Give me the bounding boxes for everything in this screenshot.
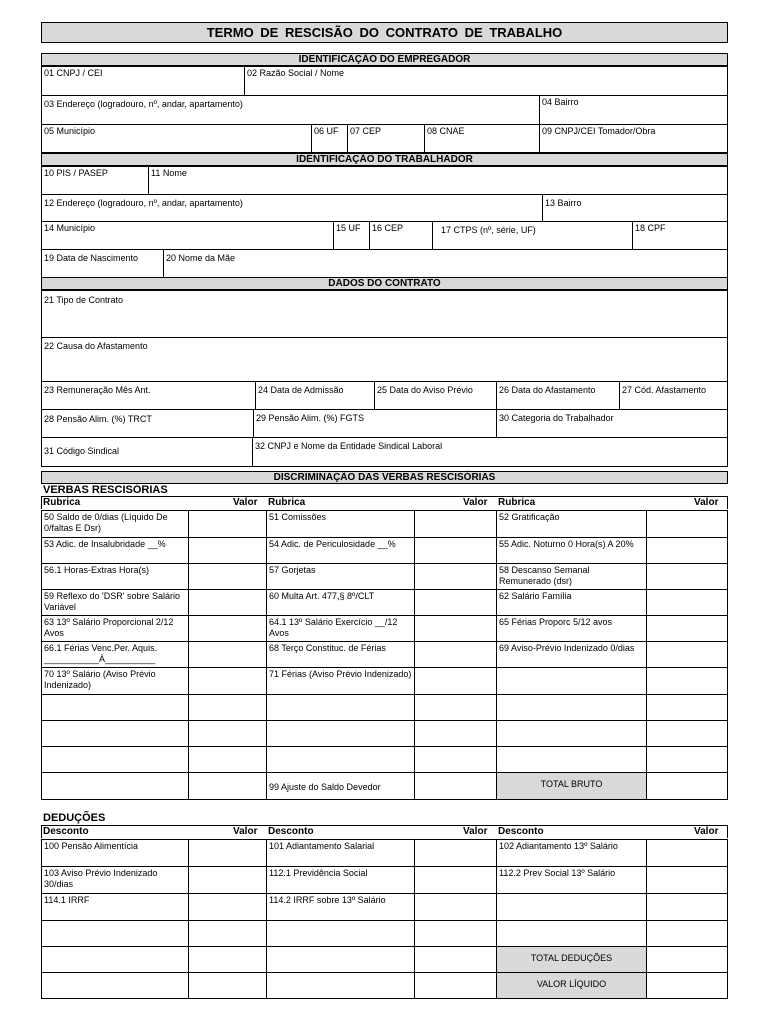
verba-rubrica: 51 Comissões	[266, 510, 415, 538]
deducao-valor-input[interactable]	[188, 893, 267, 921]
verba-valor-input[interactable]	[414, 641, 497, 668]
verba-rubrica-empty	[266, 746, 415, 773]
field-18-cpf[interactable]: 18 CPF	[632, 221, 728, 250]
verba-valor-input[interactable]	[646, 589, 728, 616]
verbas-header-row	[41, 496, 728, 509]
total-deducoes-value[interactable]	[646, 946, 728, 973]
field-13-bairro[interactable]: 13 Bairro	[542, 194, 728, 222]
verba-valor-input[interactable]	[188, 589, 267, 616]
field-32-cnpj-sindical[interactable]: 32 CNPJ e Nome da Entidade Sindical Laboral	[252, 437, 728, 467]
verba-valor-input[interactable]	[646, 641, 728, 668]
verba-rubrica-empty	[41, 772, 189, 800]
verba-rubrica-empty	[496, 667, 647, 695]
deducao-desconto: 114.2 IRRF sobre 13º Salário	[266, 893, 415, 921]
verba-valor-input[interactable]	[188, 667, 267, 695]
deducao-valor-input[interactable]	[646, 920, 728, 947]
verba-valor-input[interactable]	[188, 537, 267, 564]
verba-rubrica: 52 Gratificação	[496, 510, 647, 538]
verbas-header-valor-2: Valor	[463, 497, 488, 508]
verba-rubrica-empty	[496, 720, 647, 747]
field-15-uf[interactable]: 15 UF	[333, 221, 370, 250]
field-30-categoria[interactable]: 30 Categoria do Trabalhador	[496, 409, 728, 438]
deducoes-header-rubrica-2: Desconto	[268, 826, 314, 837]
deducao-valor-input[interactable]	[414, 972, 497, 999]
deducao-desconto-empty	[41, 972, 189, 999]
field-27-cod-afastamento[interactable]: 27 Cód. Afastamento	[619, 381, 728, 410]
verbas-header-rubrica-3: Rubrica	[498, 497, 536, 508]
field-10-pis[interactable]: 10 PIS / PASEP	[41, 166, 149, 195]
deducao-desconto: 103 Aviso Prévio Indenizado 30/dias	[41, 866, 189, 894]
deducao-valor-input[interactable]	[414, 839, 497, 867]
verba-valor-input[interactable]	[646, 746, 728, 773]
verba-valor-input[interactable]	[646, 563, 728, 590]
field-14-municipio[interactable]: 14 Município	[41, 221, 334, 250]
verba-rubrica: 68 Terço Constituc. de Férias	[266, 641, 415, 668]
verba-rubrica: 60 Multa Art. 477,§ 8º/CLT	[266, 589, 415, 616]
deducao-desconto: 101 Adiantamento Salarial	[266, 839, 415, 867]
verbas-header-valor-1: Valor	[233, 497, 258, 508]
page-title: TERMO DE RESCISÃO DO CONTRATO DE TRABALHO	[41, 22, 728, 43]
verba-rubrica-empty	[41, 746, 189, 773]
deducoes-label: DEDUÇÕES	[43, 812, 106, 824]
field-21-tipo-contrato[interactable]: 21 Tipo de Contrato	[41, 290, 728, 338]
field-16-cep[interactable]: 16 CEP	[369, 221, 433, 250]
deducao-desconto: 100 Pensão Alimentícia	[41, 839, 189, 867]
deducao-desconto-empty	[496, 920, 647, 947]
verba-valor-input[interactable]	[188, 641, 267, 668]
verba-rubrica: 70 13º Salário (Aviso Prévio Indenizado)	[41, 667, 189, 695]
deducoes-header-valor-1: Valor	[233, 826, 258, 837]
verba-valor-input[interactable]	[188, 510, 267, 538]
verba-valor-input[interactable]	[414, 667, 497, 695]
verba-valor-input[interactable]	[414, 615, 497, 642]
verbas-header-rubrica-2: Rubrica	[268, 497, 306, 508]
verba-rubrica-empty	[266, 720, 415, 747]
section-contrato: DADOS DO CONTRATO	[41, 277, 728, 290]
field-26-afastamento[interactable]: 26 Data do Afastamento	[496, 381, 620, 410]
verba-rubrica: 55 Adic. Noturno 0 Hora(s) A 20%	[496, 537, 647, 564]
deducoes-header-rubrica-3: Desconto	[498, 826, 544, 837]
verba-rubrica: 53 Adic. de Insalubridade __%	[41, 537, 189, 564]
field-03-endereco[interactable]: 03 Endereço (logradouro, nº, andar, apartamento)	[41, 95, 540, 125]
field-01-cnpj[interactable]: 01 CNPJ / CEI	[41, 66, 245, 96]
verba-rubrica-empty	[41, 720, 189, 747]
verba-rubrica: 54 Adic. de Periculosidade __%	[266, 537, 415, 564]
verba-valor-input[interactable]	[414, 510, 497, 538]
verbas-header-valor-3: Valor	[694, 497, 719, 508]
verbas-header-rubrica-1: Rubrica	[43, 497, 81, 508]
field-11-nome[interactable]: 11 Nome	[148, 166, 728, 195]
total-bruto-label: TOTAL BRUTO	[496, 772, 647, 800]
deducao-valor-input[interactable]	[414, 866, 497, 894]
verba-rubrica: 99 Ajuste do Saldo Devedor	[266, 772, 415, 800]
deducao-valor-input[interactable]	[188, 839, 267, 867]
verba-rubrica-empty	[41, 694, 189, 721]
field-07-cep[interactable]: 07 CEP	[347, 124, 425, 153]
verba-valor-input[interactable]	[414, 537, 497, 564]
verba-valor-input[interactable]	[188, 694, 267, 721]
deducao-desconto: 112.1 Previdência Social	[266, 866, 415, 894]
verba-rubrica-empty	[266, 694, 415, 721]
verba-rubrica: 65 Férias Proporc 5/12 avos	[496, 615, 647, 642]
deducao-valor-input[interactable]	[646, 893, 728, 921]
field-12-endereco[interactable]: 12 Endereço (logradouro, nº, andar, apartamento)	[41, 194, 543, 222]
field-22-causa-afastamento[interactable]: 22 Causa do Afastamento	[41, 337, 728, 382]
verba-valor-input[interactable]	[414, 694, 497, 721]
verba-rubrica: 62 Salário Família	[496, 589, 647, 616]
deducao-desconto-empty	[41, 946, 189, 973]
deducao-desconto-empty	[41, 920, 189, 947]
deducoes-header-valor-2: Valor	[463, 826, 488, 837]
verba-valor-input[interactable]	[188, 746, 267, 773]
verba-rubrica: 63 13º Salário Proporcional 2/12 Avos	[41, 615, 189, 642]
deducoes-header-row	[41, 825, 728, 838]
section-verbas: DISCRIMINAÇÃO DAS VERBAS RESCISÓRIAS	[41, 471, 728, 484]
field-09-cnpj-tomador[interactable]: 09 CNPJ/CEI Tomador/Obra	[539, 124, 728, 153]
field-20-nome-mae[interactable]: 20 Nome da Mãe	[163, 249, 728, 278]
field-29-pensao-fgts[interactable]: 29 Pensão Alim. (%) FGTS	[253, 409, 497, 438]
deducoes-header-valor-3: Valor	[694, 826, 719, 837]
deducao-valor-input[interactable]	[414, 920, 497, 947]
deducao-desconto: 114.1 IRRF	[41, 893, 189, 921]
deducao-valor-input[interactable]	[414, 946, 497, 973]
verba-valor-input[interactable]	[414, 720, 497, 747]
verba-valor-input[interactable]	[414, 589, 497, 616]
field-05-municipio[interactable]: 05 Município	[41, 124, 312, 153]
deducao-valor-input[interactable]	[414, 893, 497, 921]
verba-rubrica: 50 Saldo de 0/dias (Líquido De 0/faltas E Dsr)	[41, 510, 189, 538]
deducao-valor-input[interactable]	[646, 866, 728, 894]
field-23-remuneracao[interactable]: 23 Remuneração Mês Ant.	[41, 381, 256, 410]
field-31-codigo-sindical[interactable]: 31 Código Sindical	[41, 437, 253, 467]
section-trabalhador: IDENTIFICAÇÃO DO TRABALHADOR	[41, 153, 728, 166]
field-24-admissao[interactable]: 24 Data de Admissão	[255, 381, 375, 410]
field-06-uf[interactable]: 06 UF	[311, 124, 348, 153]
deducao-desconto-empty	[266, 972, 415, 999]
verba-rubrica: 58 Descanso Semanal Remunerado (dsr)	[496, 563, 647, 590]
deducao-desconto-empty	[266, 920, 415, 947]
verba-valor-input[interactable]	[646, 537, 728, 564]
deducao-desconto-empty	[266, 946, 415, 973]
field-25-aviso-previo[interactable]: 25 Data do Aviso Prévio	[374, 381, 497, 410]
verba-valor-input[interactable]	[188, 772, 267, 800]
deducao-valor-input[interactable]	[188, 866, 267, 894]
total-deducoes-label: TOTAL DEDUÇÕES	[496, 946, 647, 973]
verba-rubrica: 71 Férias (Aviso Prévio Indenizado)	[266, 667, 415, 695]
verba-valor-input[interactable]	[414, 746, 497, 773]
field-08-cnae[interactable]: 08 CNAE	[424, 124, 540, 153]
field-17-ctps[interactable]: 17 CTPS (nº, série, UF)	[432, 221, 633, 250]
verba-rubrica: 57 Gorjetas	[266, 563, 415, 590]
verba-valor-input[interactable]	[646, 694, 728, 721]
verba-rubrica: 64.1 13º Salário Exercício __/12 Avos	[266, 615, 415, 642]
verba-valor-input[interactable]	[414, 563, 497, 590]
deducao-valor-input[interactable]	[188, 946, 267, 973]
deducao-desconto: 112.2 Prev Social 13º Salário	[496, 866, 647, 894]
deducao-desconto: 102 Adiantamento 13º Salário	[496, 839, 647, 867]
verbas-label: VERBAS RESCISÓRIAS	[43, 484, 168, 496]
deducoes-header-rubrica-1: Desconto	[43, 826, 89, 837]
verba-valor-input[interactable]	[414, 772, 497, 800]
verba-rubrica: 59 Reflexo do 'DSR' sobre Salário Variável	[41, 589, 189, 616]
field-28-pensao-trct[interactable]: 28 Pensão Alim. (%) TRCT	[41, 409, 254, 438]
total-bruto-value[interactable]	[646, 772, 728, 800]
section-empregador: IDENTIFICAÇÃO DO EMPREGADOR	[41, 53, 728, 66]
field-02-razao-social[interactable]: 02 Razão Social / Nome	[244, 66, 728, 96]
verba-valor-input[interactable]	[188, 563, 267, 590]
verba-rubrica-empty	[496, 746, 647, 773]
verba-valor-input[interactable]	[646, 615, 728, 642]
deducao-desconto-empty	[496, 893, 647, 921]
deducao-valor-input[interactable]	[188, 920, 267, 947]
verba-valor-input[interactable]	[188, 615, 267, 642]
field-04-bairro[interactable]: 04 Bairro	[539, 95, 728, 125]
verba-rubrica: 66.1 Férias Venc.Per. Aquis. ___________À__________	[41, 641, 189, 668]
verba-valor-input[interactable]	[646, 510, 728, 538]
verba-valor-input[interactable]	[646, 720, 728, 747]
deducao-valor-input[interactable]	[646, 839, 728, 867]
verba-rubrica-empty	[496, 694, 647, 721]
valor-liquido-label: VALOR LÍQUIDO	[496, 972, 647, 999]
field-19-nascimento[interactable]: 19 Data de Nascimento	[41, 249, 164, 278]
verba-valor-input[interactable]	[646, 667, 728, 695]
valor-liquido-value[interactable]	[646, 972, 728, 999]
deducao-valor-input[interactable]	[188, 972, 267, 999]
verba-valor-input[interactable]	[188, 720, 267, 747]
verba-rubrica: 69 Aviso-Prévio Indenizado 0/dias	[496, 641, 647, 668]
verba-rubrica: 56.1 Horas-Extras Hora(s)	[41, 563, 189, 590]
